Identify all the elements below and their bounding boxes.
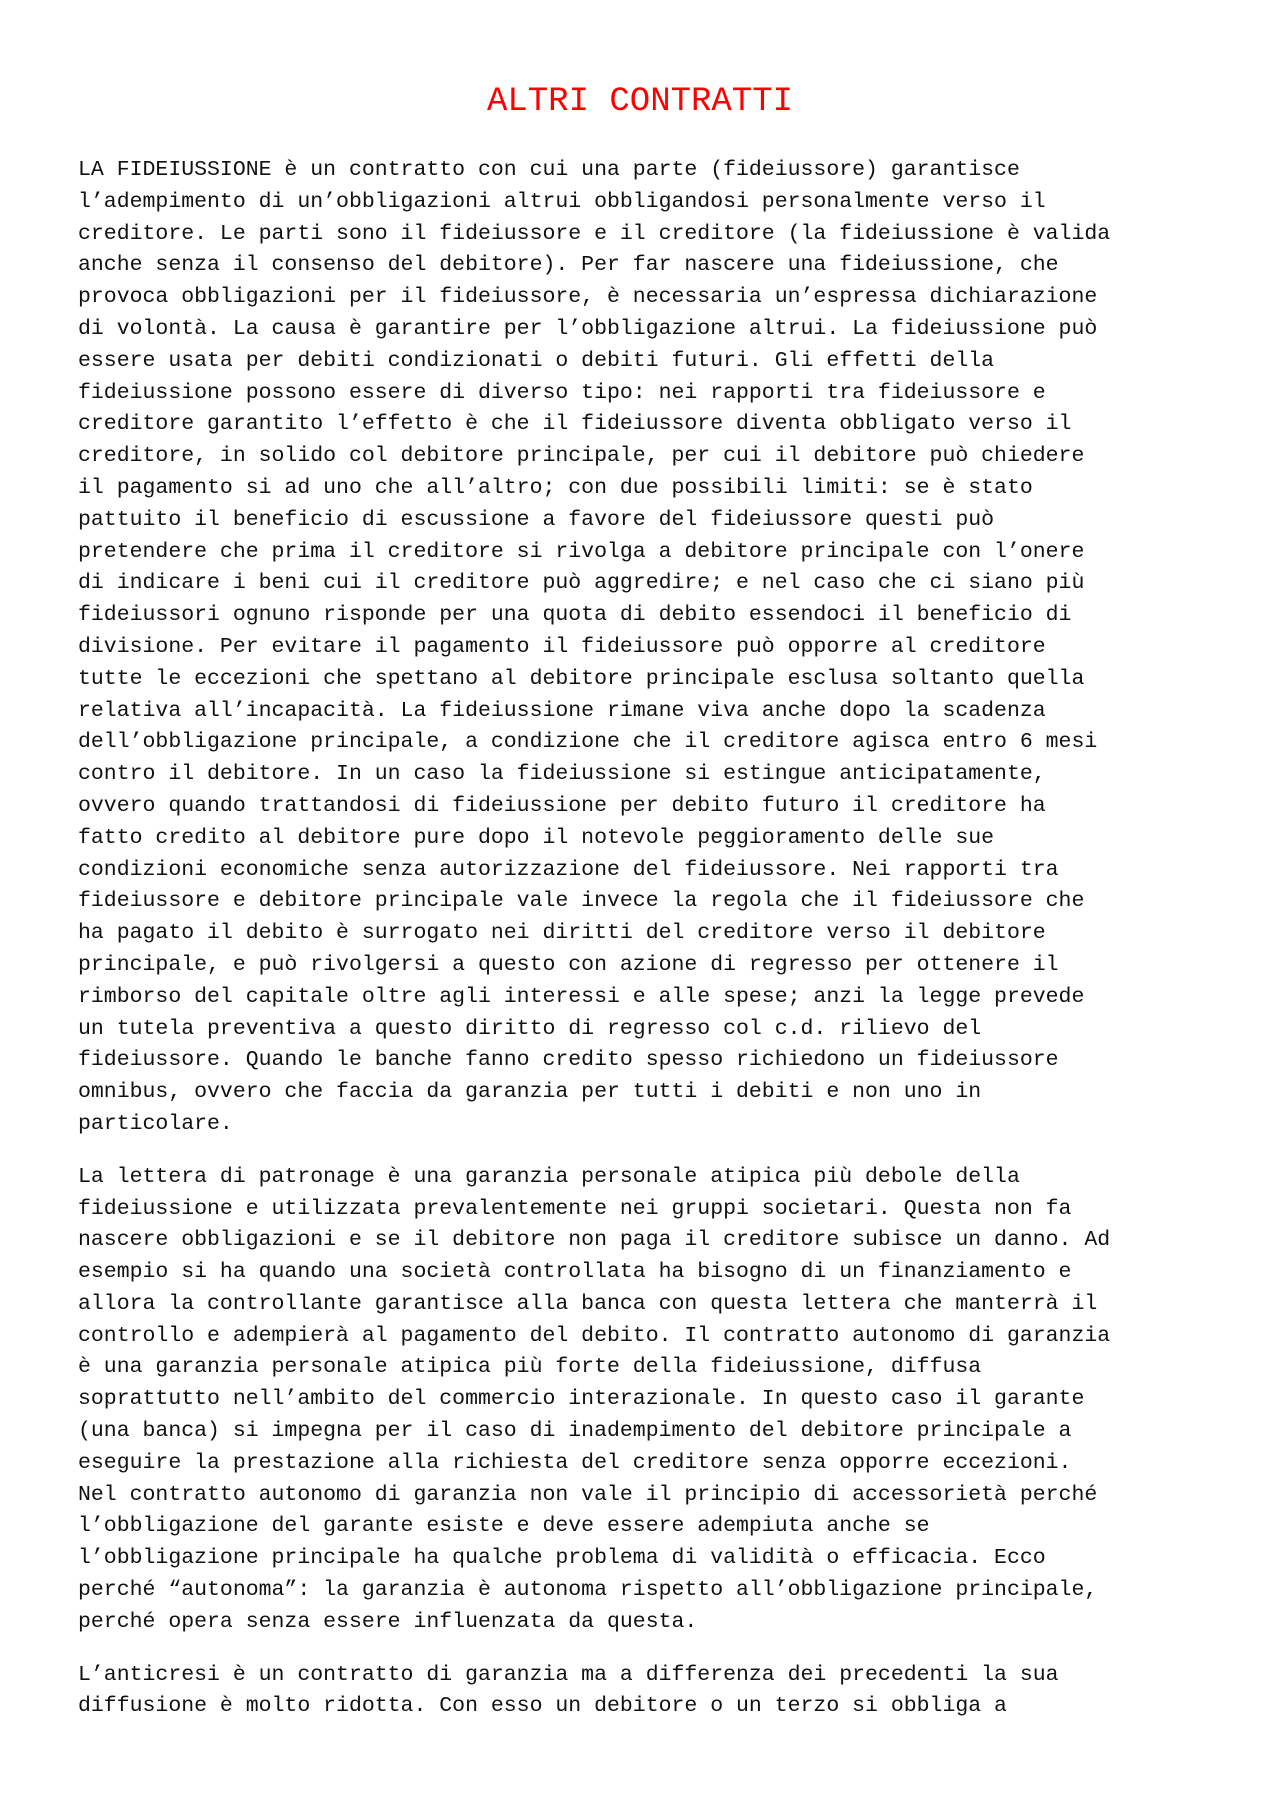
text-line: LA FIDEIUSSIONE è un contratto con cui una parte (fideiussore) garantisce	[78, 158, 1020, 182]
text-line: particolare.	[78, 1111, 233, 1136]
text-line: principale, e può rivolgersi a questo con azione di regresso per ottenere il	[78, 952, 1059, 977]
text-line: fideiussori ognuno risponde per una quota di debito essendoci il beneficio di	[78, 603, 1072, 628]
text-line: l’obbligazione del garante esiste e deve essere adempiuta anche se	[78, 1514, 930, 1539]
text-line: tutte le eccezioni che spettano al debitore principale esclusa soltanto quella	[78, 666, 1085, 691]
text-line: rimborso del capitale oltre agli interessi e alle spese; anzi la legge prevede	[78, 984, 1085, 1009]
text-line: perché opera senza essere influenzata da questa.	[78, 1609, 698, 1634]
text-line: relativa all’incapacità. La fideiussione rimane viva anche dopo la scadenza	[78, 698, 1046, 723]
text-line: condizioni economiche senza autorizzazione del fideiussore. Nei rapporti tra	[78, 857, 1059, 882]
document-body	[78, 155, 1218, 1744]
text-line: creditore, in solido col debitore principale, per cui il debitore può chiedere	[78, 444, 1085, 469]
text-line: essere usata per debiti condizionati o debiti futuri. Gli effetti della	[78, 348, 995, 373]
text-line: fideiussore. Quando le banche fanno credito spesso richiedono un fideiussore	[78, 1048, 1059, 1073]
text-line: Nel contratto autonomo di garanzia non vale il principio di accessorietà perché	[78, 1482, 1098, 1507]
text-line: di indicare i beni cui il creditore può aggredire; e nel caso che ci siano più	[78, 571, 1085, 596]
text-line: creditore garantito l’effetto è che il fideiussore diventa obbligato verso il	[78, 412, 1072, 437]
text-line: soprattutto nell’ambito del commercio interazionale. In questo caso il garante	[78, 1387, 1085, 1412]
text-line: fideiussione possono essere di diverso tipo: nei rapporti tra fideiussore e	[78, 380, 1046, 405]
text-line: ha pagato il debito è surrogato nei diritti del creditore verso il debitore	[78, 921, 1046, 946]
text-line: è una garanzia personale atipica più forte della fideiussione, diffusa	[78, 1355, 982, 1380]
text-line: (una banca) si impegna per il caso di inadempimento del debitore principale a	[78, 1419, 1072, 1444]
text-line: nascere obbligazioni e se il debitore non paga il creditore subisce un danno. Ad	[78, 1228, 1111, 1253]
text-line: fideiussore e debitore principale vale invece la regola che il fideiussore che	[78, 889, 1085, 914]
text-line: fatto credito al debitore pure dopo il notevole peggioramento delle sue	[78, 825, 995, 850]
text-line: anche senza il consenso del debitore). Per far nascere una fideiussione, che	[78, 253, 1059, 278]
text-line: fideiussione e utilizzata prevalentemente nei gruppi societari. Questa non fa	[78, 1196, 1072, 1221]
text-line: il pagamento si ad uno che all’altro; con due possibili limiti: se è stato	[78, 475, 1033, 500]
text-line: contro il debitore. In un caso la fideiussione si estingue anticipatamente,	[78, 762, 1046, 787]
text-line: L’anticresi è un contratto di garanzia ma a differenza dei precedenti la sua	[78, 1662, 1059, 1687]
text-line: controllo e adempierà al pagamento del debito. Il contratto autonomo di garanzia	[78, 1323, 1111, 1348]
text-line: dell’obbligazione principale, a condizione che il creditore agisca entro 6 mesi	[78, 730, 1098, 755]
page-title: ALTRI CONTRATTI	[486, 83, 794, 121]
text-line: allora la controllante garantisce alla banca con questa lettera che manterrà il	[78, 1291, 1098, 1316]
text-line: l’obbligazione principale ha qualche problema di validità o efficacia. Ecco	[78, 1546, 1046, 1571]
text-line: ovvero quando trattandosi di fideiussione per debito futuro il creditore ha	[78, 793, 1046, 818]
text-line: esempio si ha quando una società controllata ha bisogno di un finanziamento e	[78, 1260, 1072, 1285]
text-line: di volontà. La causa è garantire per l’obbligazione altrui. La fideiussione può	[78, 316, 1098, 341]
text-line: pretendere che prima il creditore si rivolga a debitore principale con l’onere	[78, 539, 1085, 564]
text-line: perché “autonoma”: la garanzia è autonoma rispetto all’obbligazione principale,	[78, 1578, 1098, 1603]
text-line: creditore. Le parti sono il fideiussore e il creditore (la fideiussione è valida	[78, 221, 1111, 246]
paragraph-fideiussione	[78, 155, 1218, 1141]
paragraph-anticresi	[78, 1660, 1218, 1724]
text-line: l’adempimento di un’obbligazioni altrui obbligandosi personalmente verso il	[78, 189, 1046, 214]
text-line: La lettera di patronage è una garanzia personale atipica più debole della	[78, 1164, 1020, 1189]
text-line: provoca obbligazioni per il fideiussore, è necessaria un’espressa dichiarazione	[78, 285, 1098, 310]
text-line: un tutela preventiva a questo diritto di regresso col c.d. rilievo del	[78, 1016, 982, 1041]
text-line: pattuito il beneficio di escussione a favore del fideiussore questi può	[78, 507, 995, 532]
text-line: eseguire la prestazione alla richiesta del creditore senza opporre eccezioni.	[78, 1450, 1072, 1475]
paragraph-lettera-di-patronage	[78, 1162, 1218, 1639]
text-line: divisione. Per evitare il pagamento il fideiussore può opporre al creditore	[78, 634, 1046, 659]
text-line: diffusione è molto ridotta. Con esso un debitore o un terzo si obbliga a	[78, 1694, 1007, 1719]
text-line: omnibus, ovvero che faccia da garanzia per tutti i debiti e non uno in	[78, 1080, 982, 1105]
